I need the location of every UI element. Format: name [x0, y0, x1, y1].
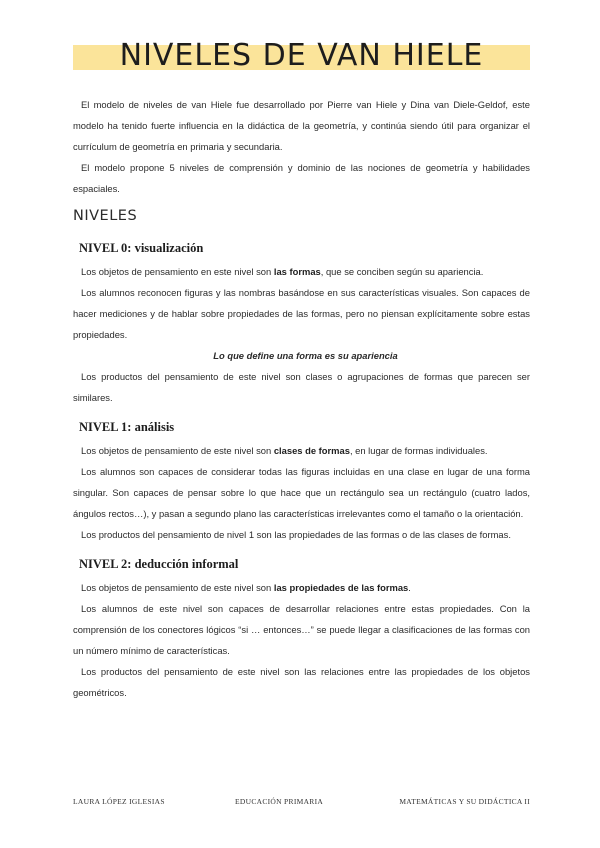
document-body — [73, 94, 530, 703]
level-0-heading: NIVEL 0: visualización — [79, 241, 204, 255]
level-0-paragraph: Los alumnos reconocen figuras y las nombras basándose en sus características visuales. Son capaces de hacer mediciones y de hablar sobre propiedades de las formas, pero no piensan explícitamente sobre estas propiedades. — [73, 287, 530, 340]
level-0-paragraph: Los objetos de pensamiento en este nivel son las formas, que se conciben según su apariencia. — [81, 266, 484, 277]
intro-paragraph: El modelo propone 5 niveles de comprensión y dominio de las nociones de geometría y habilidades espaciales. — [73, 162, 530, 194]
level-1-paragraph: Los productos del pensamiento de nivel 1 son las propiedades de las formas o de las clases de formas. — [81, 529, 511, 540]
level-2-heading: NIVEL 2: deducción informal — [79, 557, 239, 571]
section-title: NIVELES — [73, 208, 138, 224]
level-0-quote: Lo que define una forma es su apariencia — [213, 350, 398, 361]
level-1-paragraph: Los objetos de pensamiento de este nivel son clases de formas, en lugar de formas individuales. — [81, 445, 488, 456]
intro-paragraph: El modelo de niveles de van Hiele fue desarrollado por Pierre van Hiele y Dina van Diele-Geldof, este modelo ha tenido fuerte influencia en la didáctica de la geometría, y continúa siendo útil para organizar el currículum de geometría en primaria y secundaria. — [73, 99, 530, 152]
level-0-paragraph: Los productos del pensamiento de este nivel son clases o agrupaciones de formas que parecen ser similares. — [73, 371, 530, 403]
level-1-paragraph: Los alumnos son capaces de considerar todas las figuras incluidas en una clase en lugar de una forma singular. Son capaces de pensar sobre lo que hace que un rectángulo sea un rectángulo (cuatro lados, ángulos rectos…), y pasan a segundo plano las características irrelevantes como el tamaño o la orientación. — [73, 466, 530, 519]
footer-author: LAURA LÓPEZ IGLESIAS — [73, 797, 165, 806]
level-2-paragraph: Los productos del pensamiento de este nivel son las relaciones entre las propiedades de los objetos geométricos. — [73, 666, 530, 698]
level-2-paragraph: Los alumnos de este nivel son capaces de desarrollar relaciones entre estas propiedades. Con la comprensión de los conectores lógicos “si … entonces…” se puede llegar a clasificaciones de las formas con un número mínimo de características. — [73, 603, 530, 656]
footer-subject: MATEMÁTICAS Y SU DIDÁCTICA II — [399, 797, 530, 806]
footer-course: EDUCACIÓN PRIMARIA — [235, 797, 324, 806]
level-2-paragraph: Los objetos de pensamiento de este nivel son las propiedades de las formas. — [81, 582, 411, 593]
level-1-heading: NIVEL 1: análisis — [79, 420, 175, 434]
page-title: NIVELES DE VAN HIELE — [119, 38, 484, 73]
